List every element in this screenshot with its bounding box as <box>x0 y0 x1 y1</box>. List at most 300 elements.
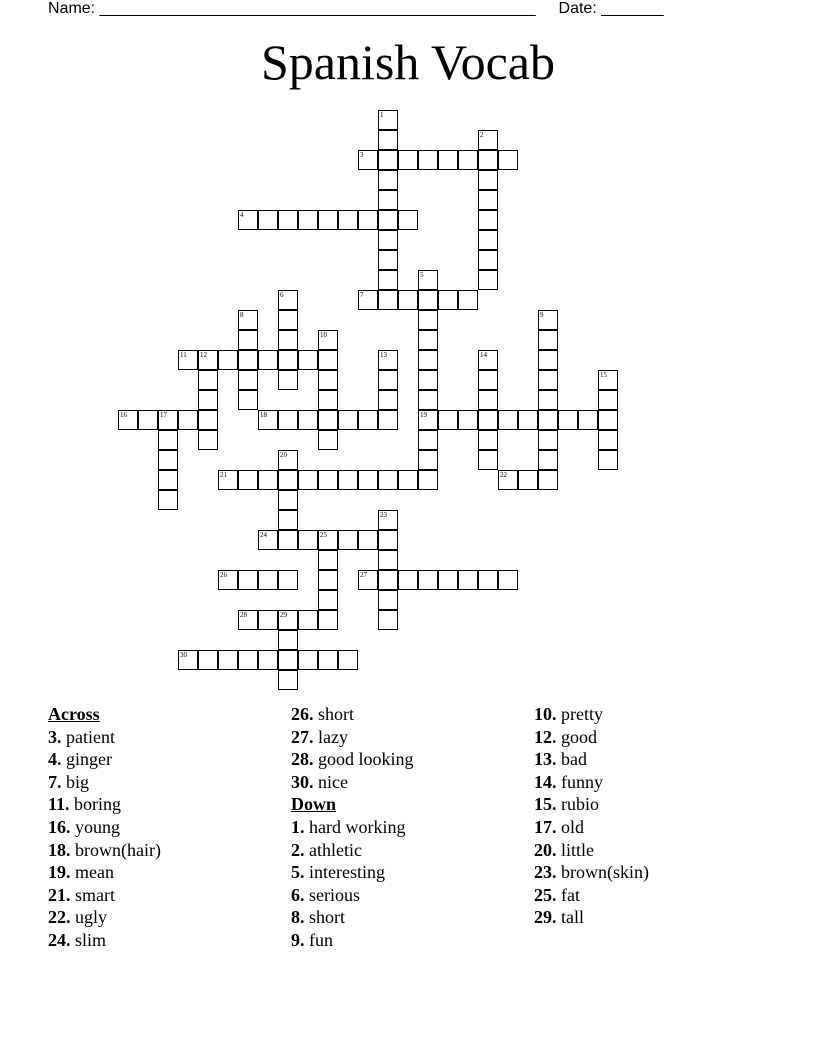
grid-cell[interactable] <box>438 290 458 310</box>
clue-item-number: 10. <box>534 704 557 724</box>
grid-cell[interactable] <box>318 350 338 370</box>
clue-item-number: 29. <box>534 907 557 928</box>
grid-cell[interactable] <box>378 610 398 630</box>
clue-item <box>48 816 161 839</box>
clue-item <box>48 906 161 929</box>
clue-item-number: 17. <box>534 816 557 837</box>
grid-cell[interactable] <box>338 530 358 550</box>
clue-item <box>534 703 649 726</box>
grid-cell[interactable] <box>238 650 258 670</box>
grid-cell[interactable] <box>398 150 418 170</box>
clue-item-text: short <box>313 704 354 724</box>
clue-item-text: short <box>304 907 345 928</box>
clue-item-number: 25. <box>534 884 557 905</box>
clue-item-number: 1. <box>291 816 305 837</box>
clue-item-text: athletic <box>304 839 362 860</box>
grid-cell[interactable] <box>378 250 398 270</box>
grid-cell[interactable] <box>478 430 498 450</box>
clues-column-1 <box>48 703 161 952</box>
grid-cell[interactable] <box>358 410 378 430</box>
grid-cell[interactable] <box>318 330 338 350</box>
clue-item-number: 19. <box>48 862 71 883</box>
clue-item <box>291 929 414 952</box>
clue-item <box>291 771 414 794</box>
grid-cell[interactable] <box>538 430 558 450</box>
grid-cell[interactable] <box>238 390 258 410</box>
grid-cell[interactable] <box>398 210 418 230</box>
clues-column-2 <box>291 703 414 952</box>
grid-cell[interactable] <box>278 650 298 670</box>
grid-cell[interactable] <box>278 570 298 590</box>
grid-cell[interactable] <box>258 530 278 550</box>
grid-cell[interactable] <box>278 370 298 390</box>
clue-item <box>534 793 649 816</box>
clue-item <box>534 906 649 929</box>
grid-cell[interactable] <box>218 650 238 670</box>
grid-cell[interactable] <box>378 530 398 550</box>
clue-item <box>291 861 414 884</box>
grid-cell[interactable] <box>378 110 398 130</box>
grid-cell[interactable] <box>278 470 298 490</box>
grid-cell[interactable] <box>438 410 458 430</box>
grid-cell[interactable] <box>258 210 278 230</box>
grid-cell[interactable] <box>178 350 198 370</box>
grid-cell[interactable] <box>298 530 318 550</box>
grid-cell[interactable] <box>318 530 338 550</box>
grid-cell[interactable] <box>338 410 358 430</box>
clue-number: 25 <box>320 531 327 539</box>
clue-item <box>291 748 414 771</box>
grid-cell[interactable] <box>498 410 518 430</box>
grid-cell[interactable] <box>498 150 518 170</box>
clue-number: 13 <box>380 351 387 359</box>
grid-cell[interactable] <box>278 290 298 310</box>
grid-cell[interactable] <box>418 290 438 310</box>
clue-item-number: 27. <box>291 726 314 747</box>
grid-cell[interactable] <box>538 310 558 330</box>
clue-number: 18 <box>260 411 267 419</box>
grid-cell[interactable] <box>378 550 398 570</box>
clue-number: 19 <box>420 411 427 419</box>
grid-cell[interactable] <box>358 530 378 550</box>
grid-cell[interactable] <box>418 150 438 170</box>
clue-item-text: smart <box>70 884 115 905</box>
grid-cell[interactable] <box>178 650 198 670</box>
grid-cell[interactable] <box>298 650 318 670</box>
grid-cell[interactable] <box>438 570 458 590</box>
clue-item <box>291 839 414 862</box>
clue-item-text: good looking <box>313 749 414 770</box>
clue-item-number: 21. <box>48 884 71 905</box>
grid-cell[interactable] <box>378 350 398 370</box>
grid-cell[interactable] <box>198 430 218 450</box>
grid-cell[interactable] <box>398 570 418 590</box>
grid-cell[interactable] <box>498 470 518 490</box>
grid-cell[interactable] <box>318 410 338 430</box>
clue-item <box>48 748 161 771</box>
clue-item-text: funny <box>556 771 603 792</box>
grid-cell[interactable] <box>278 410 298 430</box>
clue-number: 28 <box>240 611 247 619</box>
grid-cell[interactable] <box>198 350 218 370</box>
clue-number: 1 <box>380 111 384 119</box>
grid-cell[interactable] <box>498 570 518 590</box>
grid-cell[interactable] <box>138 410 158 430</box>
clue-item-text: rubio <box>556 794 599 815</box>
grid-cell[interactable] <box>478 150 498 170</box>
grid-cell[interactable] <box>378 270 398 290</box>
grid-cell[interactable] <box>158 430 178 450</box>
grid-cell[interactable] <box>158 470 178 490</box>
grid-cell[interactable] <box>598 370 618 390</box>
date-label: Date: <box>558 0 597 17</box>
grid-cell[interactable] <box>558 410 578 430</box>
grid-cell[interactable] <box>258 570 278 590</box>
clue-item-text: nice <box>313 771 348 792</box>
clue-item <box>48 929 161 952</box>
section-heading: Across <box>48 704 100 724</box>
grid-cell[interactable] <box>198 410 218 430</box>
grid-cell[interactable] <box>478 170 498 190</box>
clue-item-text: interesting <box>304 862 385 883</box>
clue-item-text: pretty <box>556 704 603 724</box>
grid-cell[interactable] <box>318 650 338 670</box>
grid-cell[interactable] <box>478 230 498 250</box>
grid-cell[interactable] <box>238 370 258 390</box>
grid-cell[interactable] <box>278 530 298 550</box>
clue-item <box>291 884 414 907</box>
grid-cell[interactable] <box>358 570 378 590</box>
grid-cell[interactable] <box>338 210 358 230</box>
clue-item-text: young <box>70 816 120 837</box>
clue-item-text: slim <box>70 929 107 950</box>
grid-cell[interactable] <box>378 290 398 310</box>
name-line: _________________________________________________ <box>99 0 536 17</box>
grid-cell[interactable] <box>538 370 558 390</box>
grid-cell[interactable] <box>398 290 418 310</box>
grid-cell[interactable] <box>598 410 618 430</box>
clue-item-text: little <box>556 839 594 860</box>
clue-number: 9 <box>540 311 544 319</box>
grid-cell[interactable] <box>518 470 538 490</box>
clue-item-text: brown(skin) <box>556 862 649 883</box>
grid-cell[interactable] <box>338 470 358 490</box>
clue-item-number: 11. <box>48 794 70 815</box>
clue-item <box>48 884 161 907</box>
grid-cell[interactable] <box>578 410 598 430</box>
clue-item <box>534 839 649 862</box>
grid-cell[interactable] <box>238 350 258 370</box>
grid-cell[interactable] <box>378 130 398 150</box>
grid-cell[interactable] <box>278 310 298 330</box>
grid-cell[interactable] <box>478 350 498 370</box>
clue-item-number: 7. <box>48 771 62 792</box>
grid-cell[interactable] <box>438 150 458 170</box>
grid-cell[interactable] <box>378 470 398 490</box>
grid-cell[interactable] <box>418 370 438 390</box>
clue-number: 23 <box>380 511 387 519</box>
clue-item <box>291 726 414 749</box>
grid-cell[interactable] <box>378 390 398 410</box>
grid-cell[interactable] <box>298 410 318 430</box>
clue-item-text: fat <box>556 884 580 905</box>
clue-item <box>534 861 649 884</box>
clue-item-number: 4. <box>48 749 62 770</box>
grid-cell[interactable] <box>378 510 398 530</box>
grid-cell[interactable] <box>278 610 298 630</box>
clue-item <box>48 861 161 884</box>
clue-number: 22 <box>500 471 507 479</box>
clue-item-number: 23. <box>534 862 557 883</box>
clue-item-number: 6. <box>291 884 305 905</box>
clue-item-text: tall <box>556 907 584 928</box>
grid-cell[interactable] <box>478 210 498 230</box>
grid-cell[interactable] <box>358 150 378 170</box>
grid-cell[interactable] <box>298 470 318 490</box>
clue-number: 4 <box>240 211 244 219</box>
clue-item-number: 22. <box>48 907 71 928</box>
grid-cell[interactable] <box>418 570 438 590</box>
grid-cell[interactable] <box>458 410 478 430</box>
grid-cell[interactable] <box>418 430 438 450</box>
clue-item-text: hard working <box>304 816 406 837</box>
grid-cell[interactable] <box>238 210 258 230</box>
grid-cell[interactable] <box>238 310 258 330</box>
grid-cell[interactable] <box>278 210 298 230</box>
grid-cell[interactable] <box>538 450 558 470</box>
clue-item-text: patient <box>61 726 115 747</box>
clue-item-number: 2. <box>291 839 305 860</box>
clue-item-number: 3. <box>48 726 62 747</box>
grid-cell[interactable] <box>538 350 558 370</box>
clue-item-number: 18. <box>48 839 71 860</box>
clue-number: 16 <box>120 411 127 419</box>
clue-item-text: fun <box>304 929 333 950</box>
clue-item-text: boring <box>69 794 122 815</box>
grid-cell[interactable] <box>378 150 398 170</box>
clues-column-3 <box>534 703 649 929</box>
clue-number: 5 <box>420 271 424 279</box>
grid-cell[interactable] <box>598 390 618 410</box>
grid-cell[interactable] <box>538 390 558 410</box>
clue-item-number: 13. <box>534 749 557 770</box>
clue-item <box>48 839 161 862</box>
grid-cell[interactable] <box>478 450 498 470</box>
grid-cell[interactable] <box>278 330 298 350</box>
clue-item-text: big <box>61 771 90 792</box>
grid-cell[interactable] <box>418 470 438 490</box>
grid-cell[interactable] <box>358 470 378 490</box>
grid-cell[interactable] <box>158 450 178 470</box>
clue-number: 12 <box>200 351 207 359</box>
clue-item-text: mean <box>70 862 114 883</box>
grid-cell[interactable] <box>218 470 238 490</box>
grid-cell[interactable] <box>418 270 438 290</box>
clue-item-text: lazy <box>313 726 348 747</box>
clue-item-number: 9. <box>291 929 305 950</box>
clue-item <box>291 816 414 839</box>
clue-number: 8 <box>240 311 244 319</box>
clue-item-text: ugly <box>70 907 108 928</box>
section-heading: Down <box>291 794 337 815</box>
grid-cell[interactable] <box>378 190 398 210</box>
clue-item <box>48 771 161 794</box>
grid-cell[interactable] <box>278 510 298 530</box>
date-line: _______ <box>601 0 664 17</box>
clue-number: 7 <box>360 291 364 299</box>
clue-item <box>291 703 414 726</box>
grid-cell[interactable] <box>278 630 298 650</box>
clue-number: 15 <box>600 371 607 379</box>
clue-item <box>534 726 649 749</box>
grid-cell[interactable] <box>178 410 198 430</box>
grid-cell[interactable] <box>598 430 618 450</box>
grid-cell[interactable] <box>238 470 258 490</box>
clue-item-text: old <box>556 816 585 837</box>
clue-item-number: 8. <box>291 907 305 928</box>
clue-item <box>48 726 161 749</box>
clue-number: 26 <box>220 571 227 579</box>
clue-number: 2 <box>480 131 484 139</box>
grid-cell[interactable] <box>338 650 358 670</box>
grid-cell[interactable] <box>318 470 338 490</box>
grid-cell[interactable] <box>258 470 278 490</box>
grid-cell[interactable] <box>478 270 498 290</box>
clue-item-text: good <box>556 726 597 747</box>
grid-cell[interactable] <box>158 490 178 510</box>
grid-cell[interactable] <box>118 410 138 430</box>
grid-cell[interactable] <box>538 410 558 430</box>
grid-cell[interactable] <box>258 650 278 670</box>
grid-cell[interactable] <box>478 130 498 150</box>
grid-cell[interactable] <box>198 370 218 390</box>
grid-cell[interactable] <box>318 550 338 570</box>
clue-number: 30 <box>180 651 187 659</box>
grid-cell[interactable] <box>318 390 338 410</box>
grid-cell[interactable] <box>378 210 398 230</box>
grid-cell[interactable] <box>318 430 338 450</box>
clue-item <box>534 884 649 907</box>
grid-cell[interactable] <box>458 150 478 170</box>
grid-cell[interactable] <box>538 330 558 350</box>
clue-item-text: ginger <box>61 749 112 770</box>
clue-item-text: brown(hair) <box>70 839 161 860</box>
grid-cell[interactable] <box>278 670 298 690</box>
grid-cell[interactable] <box>378 230 398 250</box>
grid-cell[interactable] <box>478 570 498 590</box>
grid-cell[interactable] <box>218 350 238 370</box>
grid-cell[interactable] <box>458 570 478 590</box>
grid-cell[interactable] <box>298 610 318 630</box>
clue-item-number: 5. <box>291 862 305 883</box>
grid-cell[interactable] <box>518 410 538 430</box>
clue-item-text: bad <box>556 749 587 770</box>
clue-item <box>534 816 649 839</box>
grid-cell[interactable] <box>358 210 378 230</box>
clue-item-text: serious <box>304 884 360 905</box>
grid-cell[interactable] <box>318 210 338 230</box>
grid-cell[interactable] <box>278 350 298 370</box>
grid-cell[interactable] <box>418 330 438 350</box>
grid-cell[interactable] <box>378 590 398 610</box>
clue-number: 24 <box>260 531 267 539</box>
grid-cell[interactable] <box>258 410 278 430</box>
clue-item <box>48 793 161 816</box>
clue-number: 14 <box>480 351 487 359</box>
clue-item-number: 15. <box>534 794 557 815</box>
clue-item-number: 28. <box>291 749 314 770</box>
grid-cell[interactable] <box>298 350 318 370</box>
clue-item-number: 26. <box>291 704 314 724</box>
grid-cell[interactable] <box>318 370 338 390</box>
page-title: Spanish Vocab <box>261 34 555 90</box>
grid-cell[interactable] <box>418 390 438 410</box>
grid-cell[interactable] <box>238 330 258 350</box>
grid-cell[interactable] <box>378 410 398 430</box>
clue-number: 10 <box>320 331 327 339</box>
grid-cell[interactable] <box>258 610 278 630</box>
grid-cell[interactable] <box>478 390 498 410</box>
grid-cell[interactable] <box>238 570 258 590</box>
grid-cell[interactable] <box>478 370 498 390</box>
grid-cell[interactable] <box>418 310 438 330</box>
clue-number: 17 <box>160 411 167 419</box>
clue-number: 20 <box>280 451 287 459</box>
name-label: Name: <box>48 0 96 17</box>
grid-cell[interactable] <box>198 650 218 670</box>
clue-item <box>534 748 649 771</box>
grid-cell[interactable] <box>598 450 618 470</box>
grid-cell[interactable] <box>418 410 438 430</box>
clue-item-number: 16. <box>48 816 71 837</box>
grid-cell[interactable] <box>378 570 398 590</box>
clue-item <box>291 906 414 929</box>
grid-cell[interactable] <box>478 190 498 210</box>
grid-cell[interactable] <box>398 470 418 490</box>
grid-cell[interactable] <box>418 350 438 370</box>
grid-cell[interactable] <box>158 410 178 430</box>
grid-cell[interactable] <box>298 210 318 230</box>
grid-cell[interactable] <box>258 350 278 370</box>
grid-cell[interactable] <box>278 450 298 470</box>
grid-cell[interactable] <box>478 410 498 430</box>
clue-item <box>534 771 649 794</box>
grid-cell[interactable] <box>478 250 498 270</box>
clue-item-number: 12. <box>534 726 557 747</box>
clue-item-number: 30. <box>291 771 314 792</box>
grid-cell[interactable] <box>318 610 338 630</box>
clue-number: 11 <box>180 351 187 359</box>
clue-number: 21 <box>220 471 227 479</box>
grid-cell[interactable] <box>538 470 558 490</box>
clue-number: 29 <box>280 611 287 619</box>
grid-cell[interactable] <box>358 290 378 310</box>
grid-cell[interactable] <box>418 450 438 470</box>
clue-item-number: 14. <box>534 771 557 792</box>
grid-cell[interactable] <box>278 490 298 510</box>
grid-cell[interactable] <box>378 370 398 390</box>
grid-cell[interactable] <box>318 590 338 610</box>
clue-item-number: 24. <box>48 929 71 950</box>
grid-cell[interactable] <box>378 170 398 190</box>
clue-item-number: 20. <box>534 839 557 860</box>
grid-cell[interactable] <box>198 390 218 410</box>
grid-cell[interactable] <box>218 570 238 590</box>
grid-cell[interactable] <box>458 290 478 310</box>
clue-number: 3 <box>360 151 364 159</box>
grid-cell[interactable] <box>318 570 338 590</box>
grid-cell[interactable] <box>238 610 258 630</box>
